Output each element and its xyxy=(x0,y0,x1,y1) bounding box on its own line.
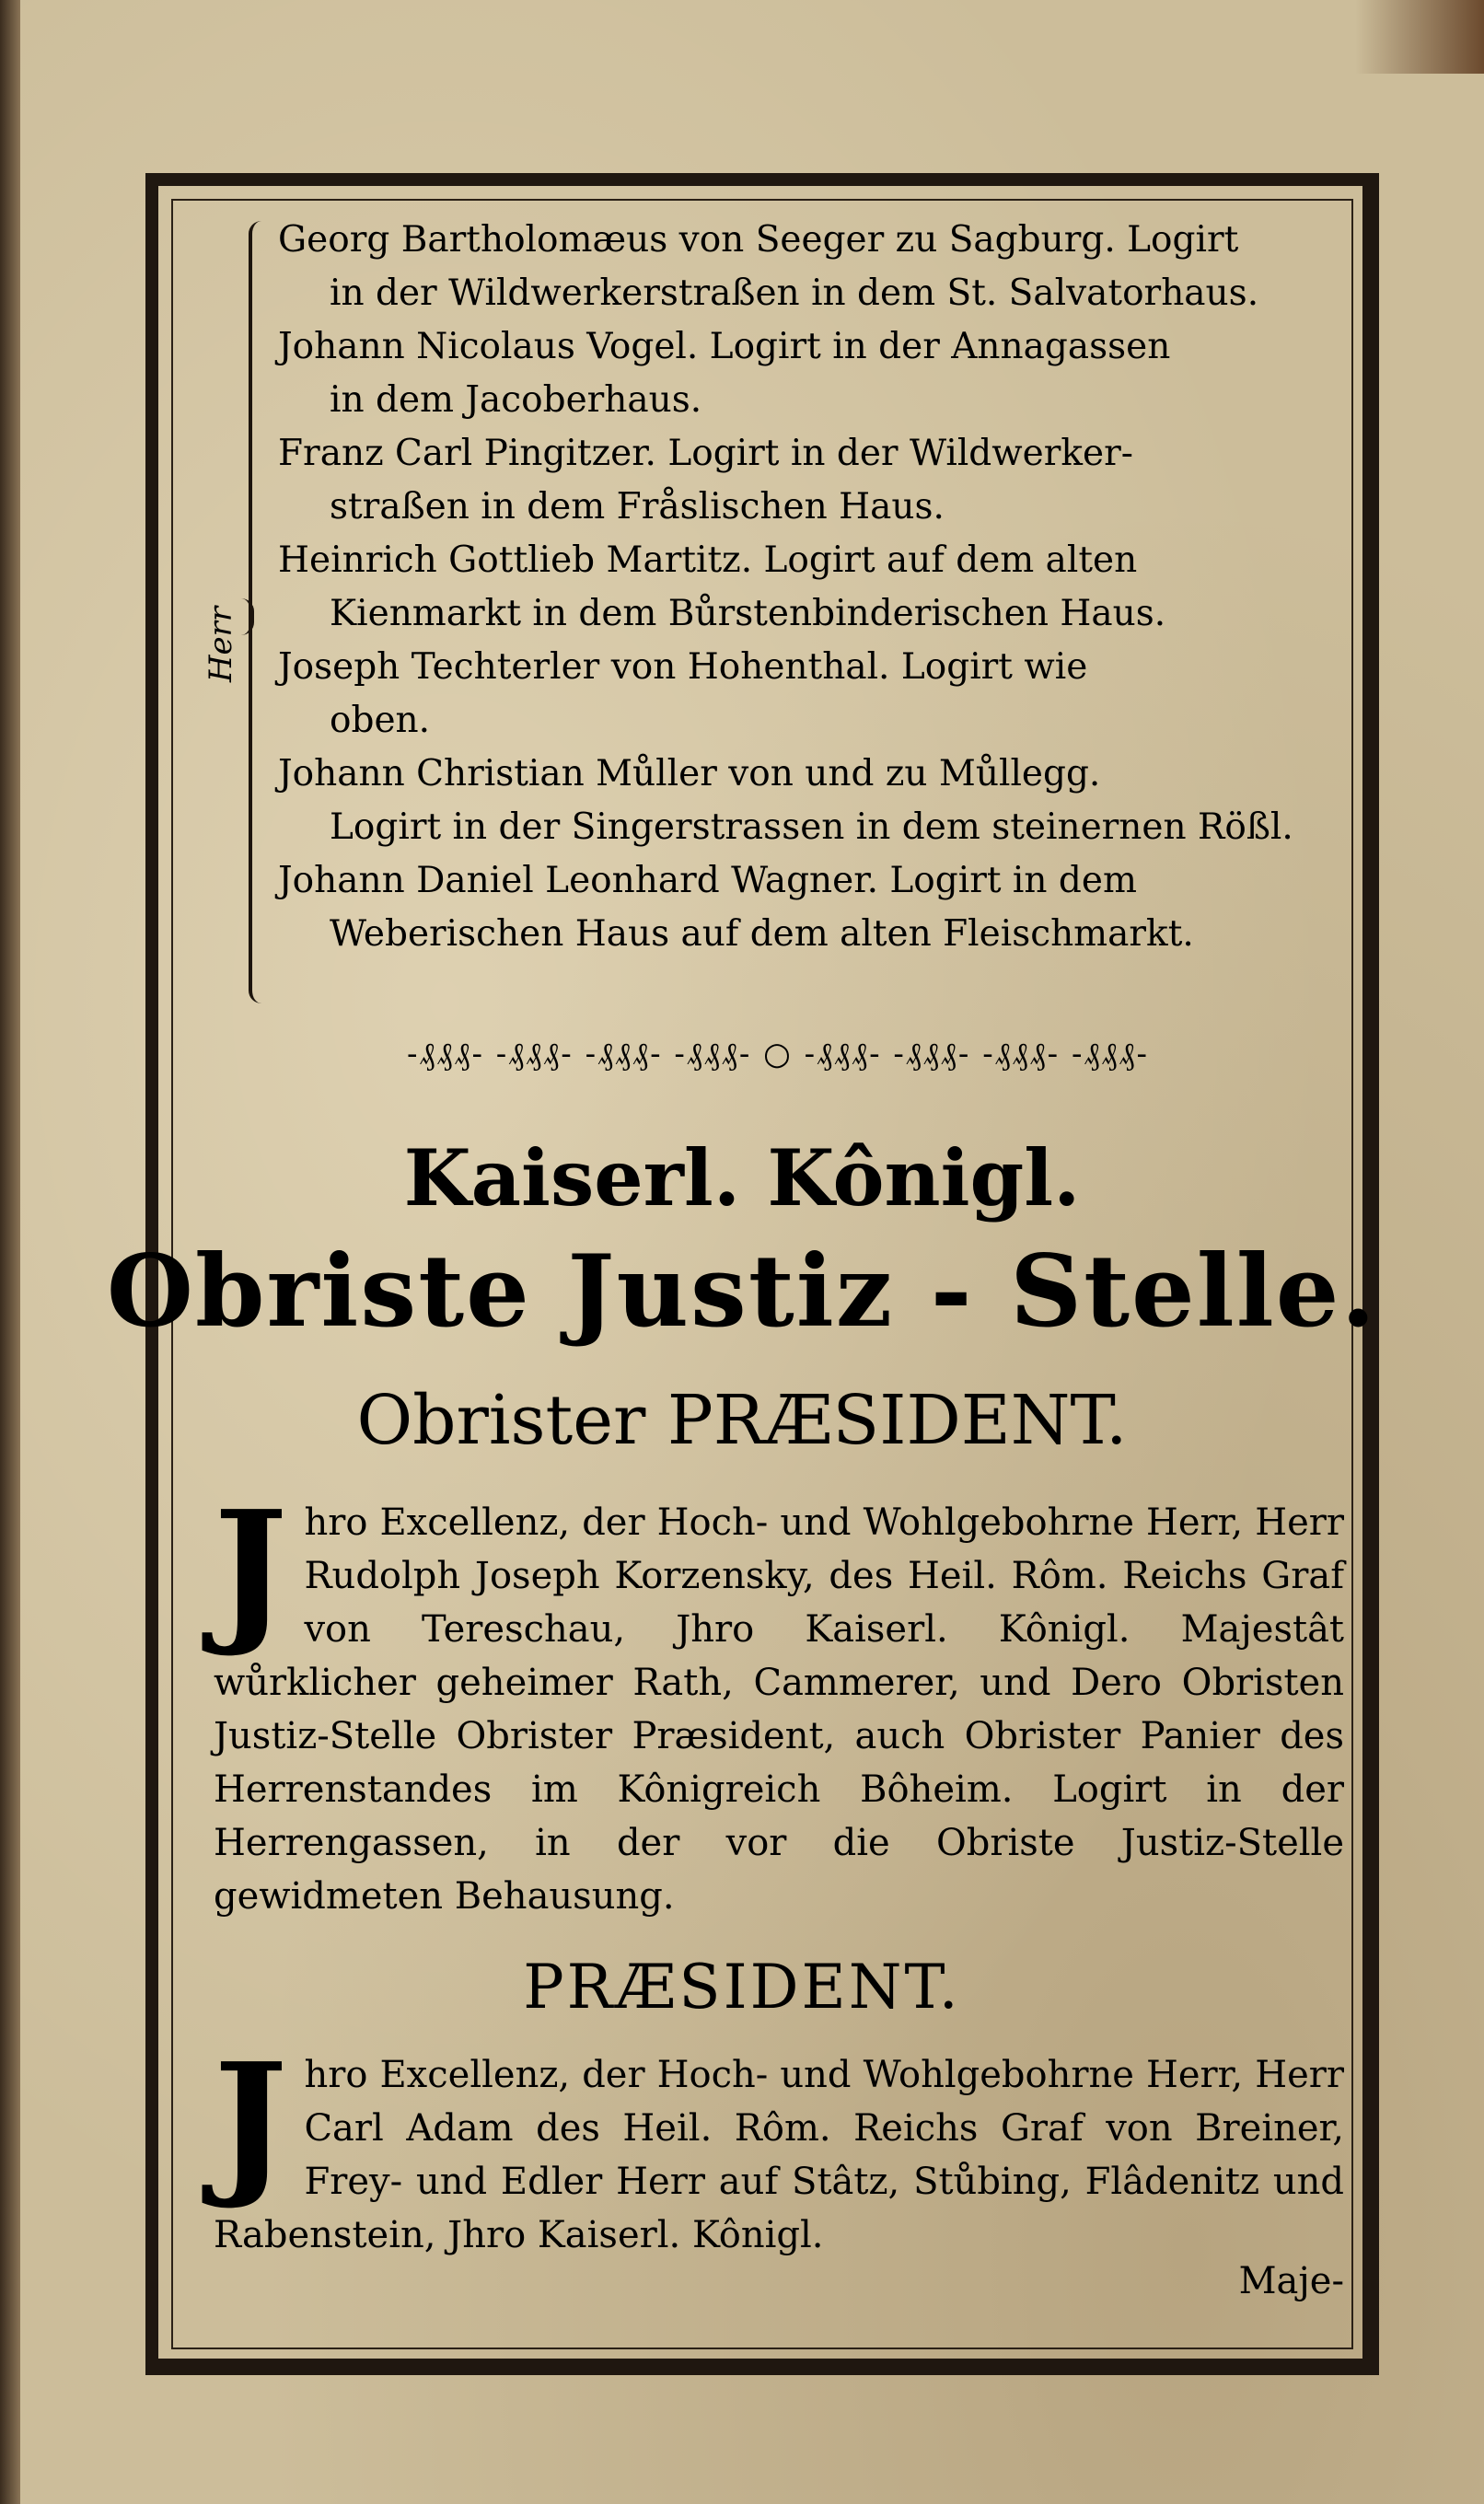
paragraph-obrister-praesident xyxy=(214,1477,1344,1923)
brace-tip xyxy=(232,598,254,635)
entry-continuation: Weberischen Haus auf dem alten Fleischmarkt. xyxy=(330,913,1194,955)
entry-continuation: Logirt in der Singerstrassen in dem steinernen Rößl. xyxy=(330,806,1293,848)
entry-first-line: Franz Carl Pingitzer. Logirt in der Wildwerker- xyxy=(278,433,1133,474)
entry-continuation: straßen in dem Fråslischen Haus. xyxy=(330,486,945,527)
list-item xyxy=(278,534,1346,641)
entry-continuation: oben. xyxy=(330,700,431,741)
list-item xyxy=(278,641,1346,748)
list-item xyxy=(278,854,1346,961)
paragraph-praesident xyxy=(214,2029,1344,2262)
entry-continuation: Kienmarkt in dem Bůrstenbinderischen Haus. xyxy=(330,593,1166,634)
drop-cap: J xyxy=(214,2029,288,2213)
list-item xyxy=(278,748,1346,854)
binding-edge xyxy=(1355,0,1484,74)
list-item xyxy=(278,320,1346,427)
entry-first-line: Heinrich Gottlieb Martitz. Logirt auf dem alten xyxy=(278,539,1138,581)
entry-first-line: Johann Daniel Leonhard Wagner. Logirt in dem xyxy=(278,860,1137,901)
entry-first-line: Georg Bartholomæus von Seeger zu Sagburg. Logirt xyxy=(278,219,1239,261)
ornamental-divider: -₰₰₰- -₰₰₰- -₰₰₰- -₰₰₰- ○ -₰₰₰- -₰₰₰- -₰₰₰- -₰₰₰- xyxy=(407,1036,1149,1072)
entry-continuation: in der Wildwerkerstraßen in dem St. Salvatorhaus. xyxy=(330,272,1259,314)
paragraph-text: hro Excellenz, der Hoch- und Wohlgebohrne Herr, Herr Rudolph Joseph Korzensky, des Heil. Rôm. Reichs Graf von Tereschau, Jhro Kaiserl. Kônigl. Majestât wůrklicher geheimer Rath, Cammerer, und Dero Obristen Justiz-Stelle Obrister Præsident, auch Obrister Panier des Herrenstandes im Kônigreich Bôheim. Logirt in der Herrengassen, in der vor die Obriste Justiz-Stelle gewidmeten Behausung. xyxy=(214,1501,1344,1918)
entry-first-line: Joseph Techterler von Hohenthal. Logirt wie xyxy=(278,646,1088,688)
heading-kaiserl: Kaiserl. Kônigl. xyxy=(403,1132,1081,1223)
paragraph-text: hro Excellenz, der Hoch- und Wohlgebohrne Herr, Herr Carl Adam des Heil. Rôm. Reichs Graf von Breiner, Frey- und Edler Herr auf Stâtz, Stůbing, Flâdenitz und Rabenstein, Jhro Kaiserl. Kônigl. xyxy=(214,2054,1344,2256)
heading-title: Obriste Justiz - Stelle. xyxy=(106,1234,1378,1350)
list-item xyxy=(278,427,1346,534)
heading-praesident: PRÆSIDENT. xyxy=(523,1952,961,2023)
drop-cap: J xyxy=(214,1477,288,1661)
catchword: Maje- xyxy=(1238,2260,1344,2302)
entry-first-line: Johann Christian Můller von und zu Můllegg. xyxy=(278,753,1101,794)
heading-obrister-praesident: Obrister PRÆSIDENT. xyxy=(356,1381,1128,1460)
name-list xyxy=(278,214,1346,961)
side-label-text: Herr xyxy=(203,606,239,683)
entry-first-line: Johann Nicolaus Vogel. Logirt in der Annagassen xyxy=(278,326,1171,367)
entry-continuation: in dem Jacoberhaus. xyxy=(330,379,702,421)
list-item xyxy=(278,214,1346,320)
